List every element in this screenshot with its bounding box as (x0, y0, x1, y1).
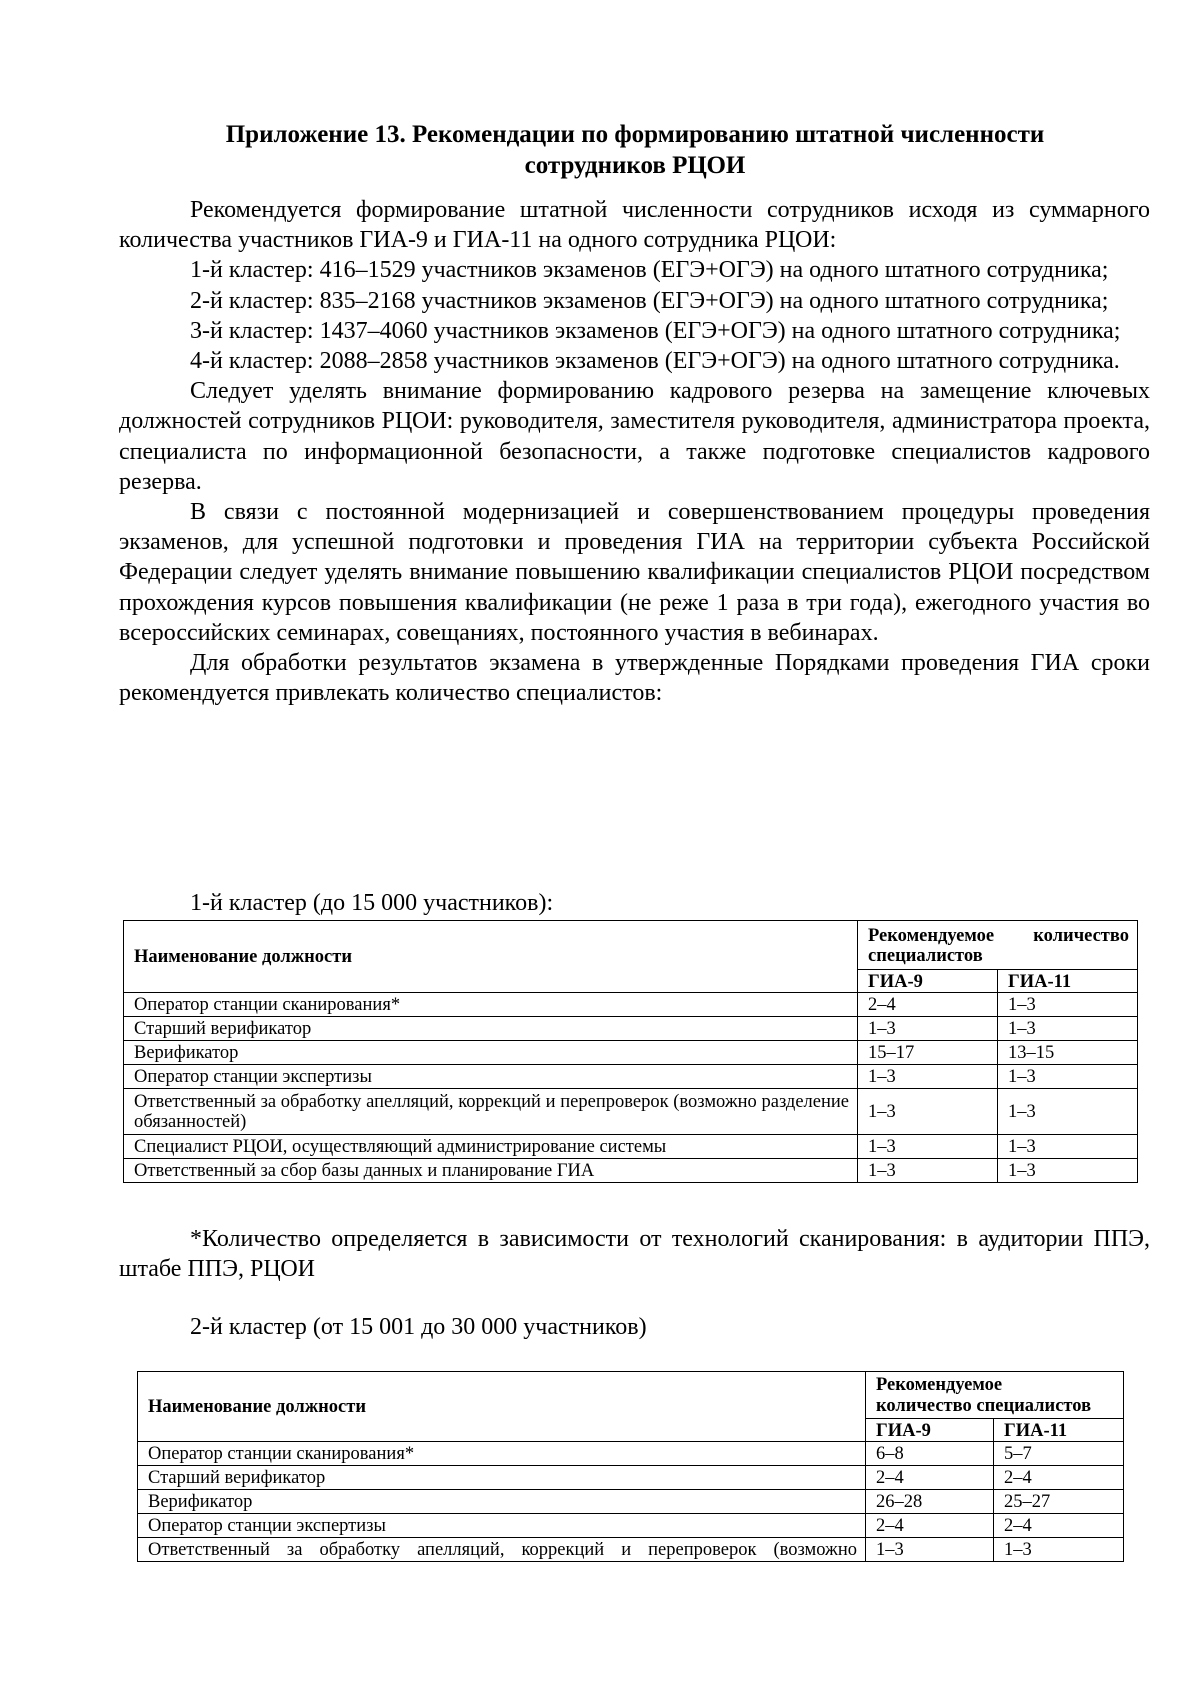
gia9-cell: 15–17 (858, 1041, 998, 1065)
paragraph: 2-й кластер: 835–2168 участников экзаменов (ЕГЭ+ОГЭ) на одного штатного сотрудника; (190, 287, 1109, 314)
gia11-cell: 1–3 (994, 1538, 1124, 1562)
column-header-position: Наименование должности (138, 1372, 866, 1442)
gia11-cell: 5–7 (994, 1442, 1124, 1466)
gia11-cell: 13–15 (998, 1041, 1138, 1065)
table-cluster-2 (137, 1371, 1124, 1562)
table-row (124, 1041, 1138, 1065)
gia11-cell: 1–3 (998, 1065, 1138, 1089)
paragraph: В связи с постоянной модернизацией и совершенствованием процедуры проведения экзаменов, для успешной подготовки и проведения ГИА на территории субъекта Российской Федерации следует уделять внимание повышению квалификации специалистов РЦОИ посредством прохождения курсов повышения квалификации (не реже 1 раза в три года), ежегодного участия во всероссийских семинарах, совещаниях, постоянного участия в вебинарах. (119, 499, 1150, 646)
column-header-gia11: ГИА-11 (998, 970, 1138, 993)
position-cell: Старший верификатор (124, 1017, 858, 1041)
position-cell: Оператор станции экспертизы (138, 1514, 866, 1538)
gia9-cell: 1–3 (866, 1538, 994, 1562)
table-row (124, 993, 1138, 1017)
gia9-cell: 1–3 (858, 1135, 998, 1159)
table-row (138, 1514, 1124, 1538)
table-row (124, 1135, 1138, 1159)
table-row (138, 1442, 1124, 1466)
paragraph: 1-й кластер: 416–1529 участников экзаменов (ЕГЭ+ОГЭ) на одного штатного сотрудника; (190, 257, 1109, 284)
table-row (124, 1159, 1138, 1183)
table-cluster-1 (123, 920, 1138, 1183)
gia9-cell: 6–8 (866, 1442, 994, 1466)
column-header-gia11: ГИА-11 (994, 1419, 1124, 1442)
table1-caption: 1-й кластер (до 15 000 участников): (190, 890, 554, 916)
gia9-cell: 2–4 (866, 1466, 994, 1490)
recommended-line-1: Рекомендуемое (876, 1374, 1003, 1395)
paragraph: 4-й кластер: 2088–2858 участников экзаменов (ЕГЭ+ОГЭ) на одного штатного сотрудника. (190, 348, 1120, 375)
position-cell: Ответственный за обработку апелляций, коррекций и перепроверок (возможно (138, 1538, 866, 1562)
paragraph: 3-й кластер: 1437–4060 участников экзаменов (ЕГЭ+ОГЭ) на одного штатного сотрудника; (190, 317, 1121, 344)
position-cell: Ответственный за обработку апелляций, коррекций и перепроверок (возможно разделение обязанностей) (124, 1089, 858, 1135)
column-header-position: Наименование должности (124, 921, 858, 993)
position-cell: Специалист РЦОИ, осуществляющий администрирование системы (124, 1135, 858, 1159)
gia11-cell: 2–4 (994, 1466, 1124, 1490)
body-text (119, 195, 1150, 708)
gia9-cell: 1–3 (858, 1089, 998, 1135)
gia11-cell: 1–3 (998, 1089, 1138, 1135)
paragraph: Следует уделять внимание формированию кадрового резерва на замещение ключевых должностей сотрудников РЦОИ: руководителя, заместителя руководителя, администратора проекта, специалиста по информационной безопасности, а также подготовке специалистов кадрового резерва. (119, 378, 1150, 495)
table2-caption: 2-й кластер (от 15 001 до 30 000 участников) (190, 1314, 647, 1340)
table-row (124, 1065, 1138, 1089)
table-row (124, 1017, 1138, 1041)
gia11-cell: 25–27 (994, 1490, 1124, 1514)
column-header-gia9: ГИА-9 (866, 1419, 994, 1442)
footnote (119, 1224, 1150, 1284)
gia11-cell: 1–3 (998, 1159, 1138, 1183)
position-cell: Верификатор (124, 1041, 858, 1065)
position-cell: Ответственный за сбор базы данных и планирование ГИА (124, 1159, 858, 1183)
gia9-cell: 2–4 (866, 1514, 994, 1538)
gia11-cell: 1–3 (998, 1135, 1138, 1159)
gia11-cell: 1–3 (998, 993, 1138, 1017)
position-cell: Оператор станции сканирования* (124, 993, 858, 1017)
table-row (124, 1089, 1138, 1135)
title-line-2: сотрудников РЦОИ (524, 152, 746, 179)
column-header-recommended: Рекомендуемое количество специалистов (858, 921, 1138, 970)
gia9-cell: 26–28 (866, 1490, 994, 1514)
footnote-text: *Количество определяется в зависимости от технологий сканирования: в аудитории ППЭ, штабе ППЭ, РЦОИ (119, 1226, 1150, 1282)
position-cell: Верификатор (138, 1490, 866, 1514)
table-row (138, 1490, 1124, 1514)
title-line-1: Приложение 13. Рекомендации по формированию штатной численности (225, 121, 1045, 148)
column-header-recommended (866, 1372, 1124, 1419)
gia11-cell: 2–4 (994, 1514, 1124, 1538)
position-cell: Старший верификатор (138, 1466, 866, 1490)
gia9-cell: 2–4 (858, 993, 998, 1017)
table-row (138, 1538, 1124, 1562)
gia9-cell: 1–3 (858, 1065, 998, 1089)
gia9-cell: 1–3 (858, 1159, 998, 1183)
column-header-gia9: ГИА-9 (858, 970, 998, 993)
paragraph: Рекомендуется формирование штатной численности сотрудников исходя из суммарного количества участников ГИА-9 и ГИА-11 на одного сотрудника РЦОИ: (119, 197, 1150, 254)
table-row (138, 1466, 1124, 1490)
position-cell: Оператор станции сканирования* (138, 1442, 866, 1466)
paragraph: Для обработки результатов экзамена в утвержденные Порядками проведения ГИА сроки рекомендуется привлекать количество специалистов: (119, 650, 1150, 707)
position-cell: Оператор станции экспертизы (124, 1065, 858, 1089)
gia11-cell: 1–3 (998, 1017, 1138, 1041)
recommended-line-2: количество специалистов (876, 1395, 1092, 1416)
gia9-cell: 1–3 (858, 1017, 998, 1041)
page-title (120, 119, 1150, 181)
